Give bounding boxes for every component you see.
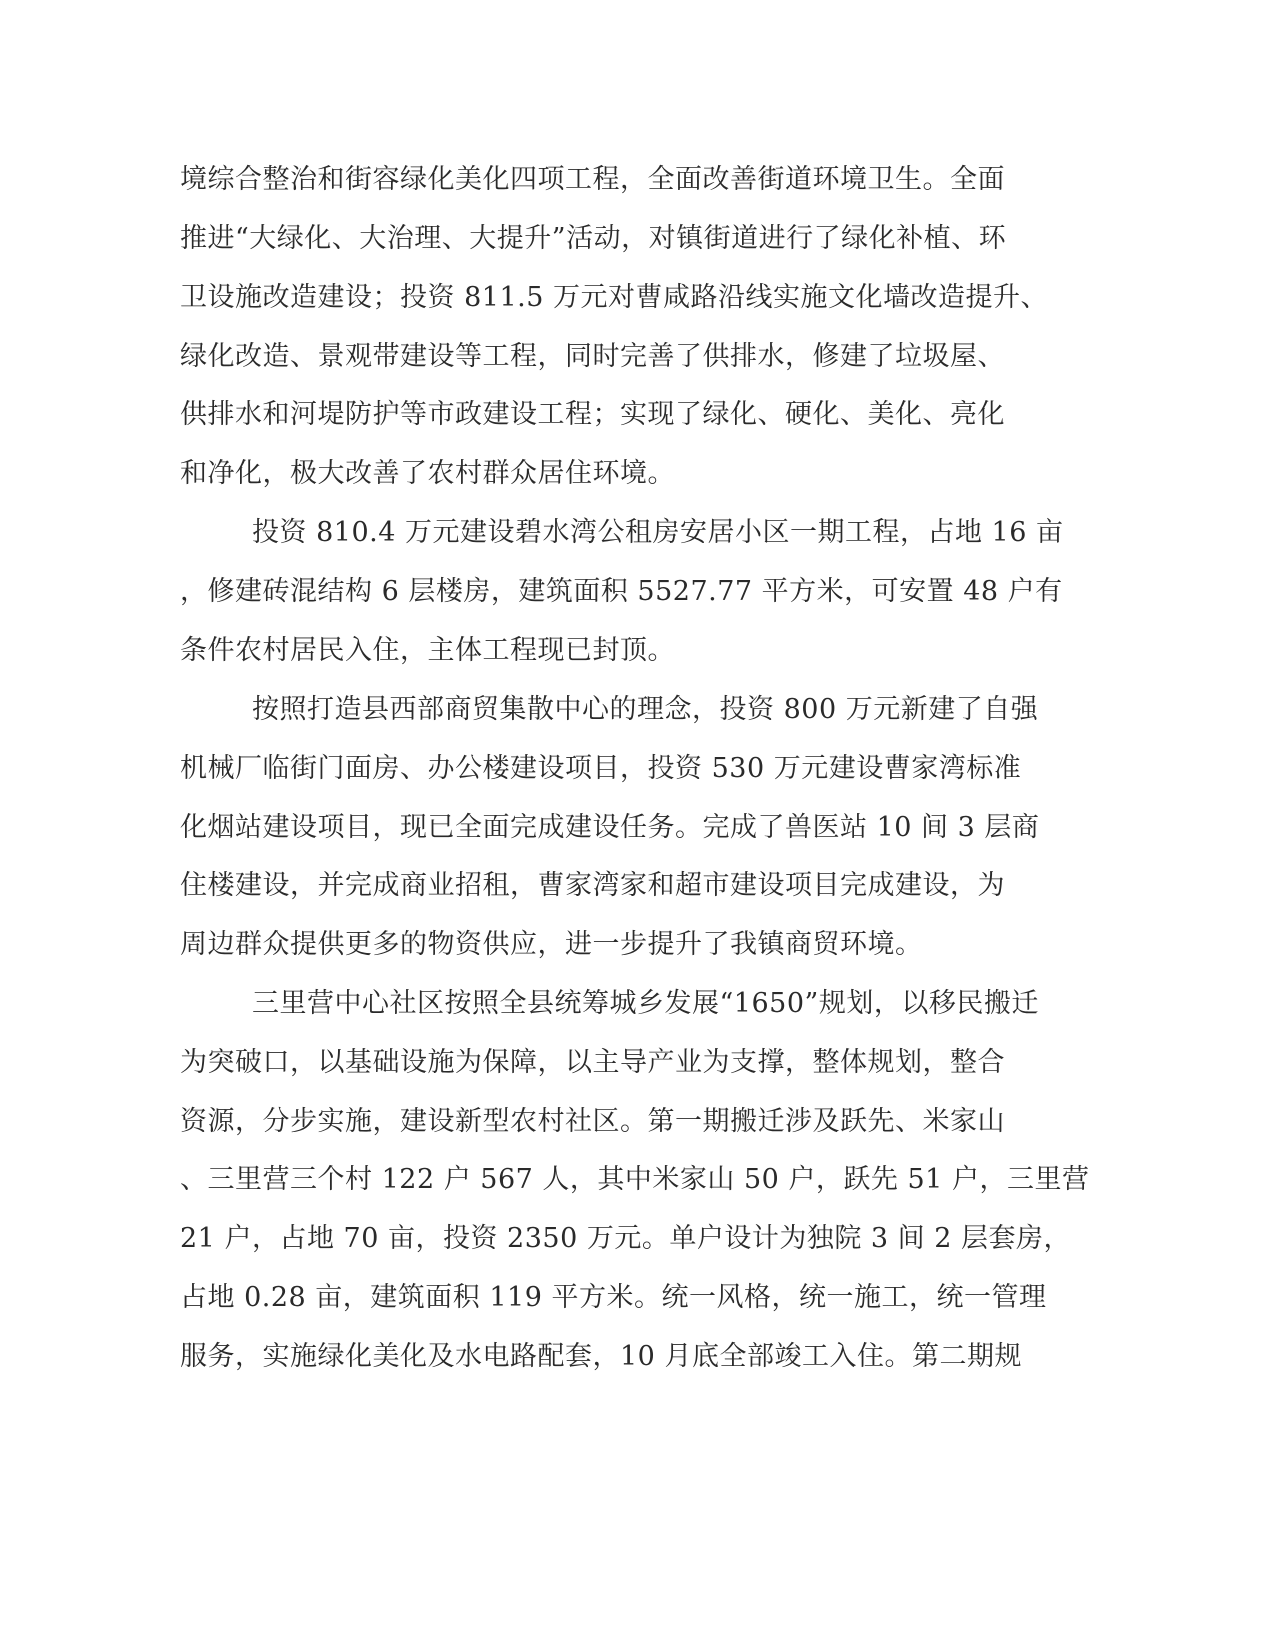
text-line: 服务，实施绿化美化及水电路配套，10 月底全部竣工入住。第二期规: [180, 1341, 1022, 1372]
text-line: 境综合整治和街容绿化美化四项工程，全面改善街道环境卫生。全面: [180, 164, 1005, 195]
text-line: 投资 810.4 万元建设碧水湾公租房安居小区一期工程，占地 16 亩: [252, 517, 1064, 548]
text-line: 、三里营三个村 122 户 567 人，其中米家山 50 户，跃先 51 户，三里营: [180, 1164, 1090, 1195]
text-line: 卫设施改造建设；投资 811.5 万元对曹咸路沿线实施文化墙改造提升、: [180, 282, 1048, 313]
text-line: 资源，分步实施，建设新型农村社区。第一期搬迁涉及跃先、米家山: [180, 1106, 1005, 1137]
text-line: 机械厂临街门面房、办公楼建设项目，投资 530 万元建设曹家湾标准: [180, 753, 1022, 784]
text-line: 周边群众提供更多的物资供应，进一步提升了我镇商贸环境。: [180, 929, 923, 960]
text-line: 占地 0.28 亩，建筑面积 119 平方米。统一风格，统一施工，统一管理: [180, 1282, 1047, 1313]
text-line: 和净化，极大改善了农村群众居住环境。: [180, 458, 675, 489]
text-line: 住楼建设，并完成商业招租，曹家湾家和超市建设项目完成建设，为: [180, 870, 1005, 901]
text-line: 供排水和河堤防护等市政建设工程；实现了绿化、硬化、美化、亮化: [180, 399, 1005, 430]
text-line: 化烟站建设项目，现已全面完成建设任务。完成了兽医站 10 间 3 层商: [180, 812, 1040, 843]
text-line: 三里营中心社区按照全县统筹城乡发展“1650”规划，以移民搬迁: [252, 988, 1039, 1019]
text-line: 按照打造县西部商贸集散中心的理念，投资 800 万元新建了自强: [252, 694, 1039, 725]
text-line: 推进“大绿化、大治理、大提升”活动，对镇街道进行了绿化补植、环: [180, 223, 1007, 254]
text-line: ，修建砖混结构 6 层楼房，建筑面积 5527.77 平方米，可安置 48 户有: [180, 576, 1063, 607]
text-line: 为突破口，以基础设施为保障，以主导产业为支撑，整体规划，整合: [180, 1047, 1005, 1078]
text-line: 绿化改造、景观带建设等工程，同时完善了供排水，修建了垃圾屋、: [180, 341, 1005, 372]
text-line: 21 户，占地 70 亩，投资 2350 万元。单户设计为独院 3 间 2 层套房，: [180, 1223, 1072, 1254]
text-line: 条件农村居民入住，主体工程现已封顶。: [180, 635, 675, 666]
